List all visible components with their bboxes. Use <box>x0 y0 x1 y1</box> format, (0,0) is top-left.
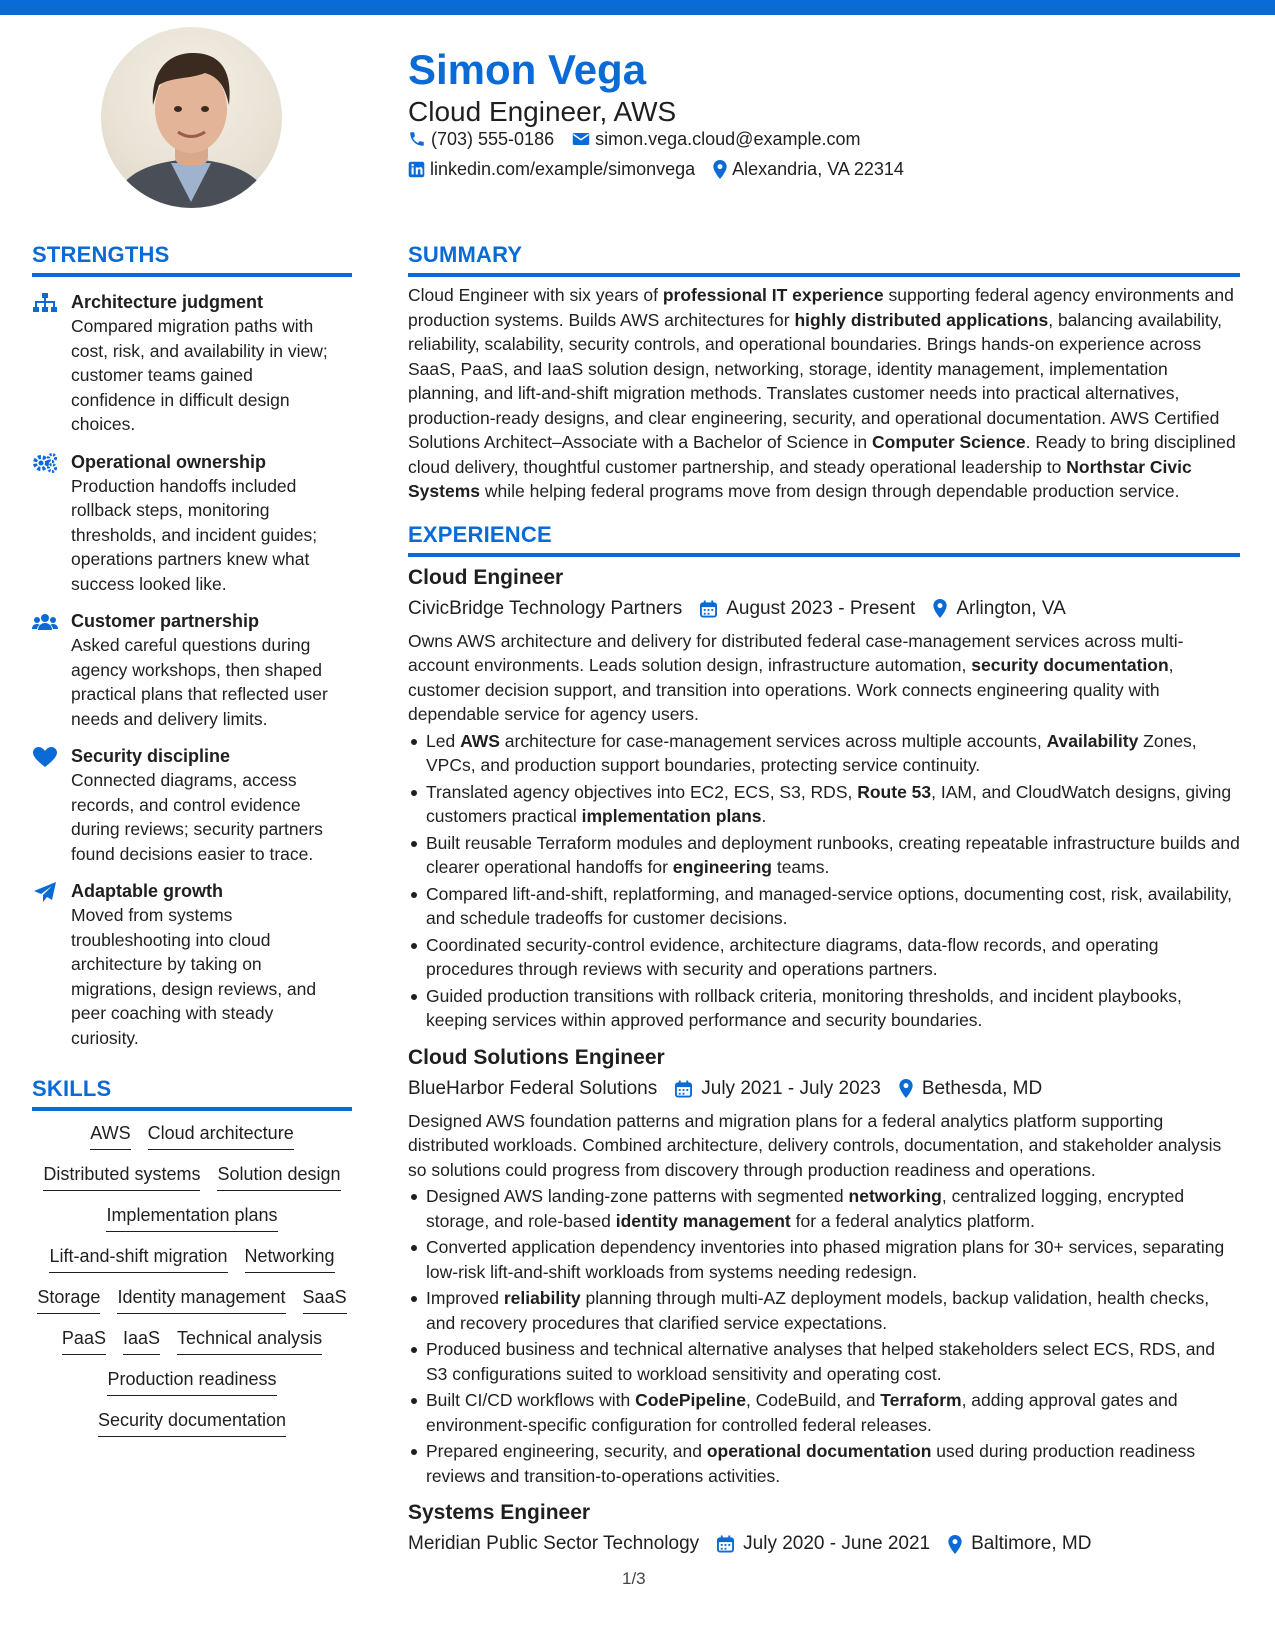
experience-rule <box>408 553 1240 557</box>
map-pin-icon <box>713 160 727 179</box>
calendar-icon <box>717 1535 734 1553</box>
job-meta <box>408 1075 1240 1103</box>
map-pin-icon <box>933 599 947 618</box>
linkedin-text: linkedin.com/example/simonvega <box>430 159 696 179</box>
strength-item <box>32 879 352 1050</box>
strength-title: Security discipline <box>71 746 231 766</box>
skill-tag: IaaS <box>123 1326 160 1355</box>
phone-icon <box>408 130 426 148</box>
job-company: CivicBridge Technology Partners <box>408 597 683 619</box>
strength-title: Architecture judgment <box>71 292 264 312</box>
strength-item <box>32 450 352 597</box>
job-entry <box>408 1043 1240 1489</box>
bullet-item: Produced business and technical alternative analyses that helped stakeholders select ECS, RDS, and S3 configurations suited to workload sensitivity and operating cost. <box>408 1337 1240 1386</box>
job-company: BlueHarbor Federal Solutions <box>408 1077 658 1099</box>
job-dates: August 2023 - Present <box>700 595 915 623</box>
skills-list <box>32 1121 352 1437</box>
right-column <box>408 240 1240 1558</box>
bullet-item: Designed AWS landing-zone patterns with segmented networking, centralized logging, encrypted storage, and role-based identity management for a federal analytics platform. <box>408 1184 1240 1233</box>
strength-desc: Production handoffs included rollback steps, monitoring thresholds, and incident guides; operations partners knew what success looked like. <box>71 475 318 594</box>
bullet-item: Translated agency objectives into EC2, ECS, S3, RDS, Route 53, IAM, and CloudWatch designs, giving customers practical implementation plans. <box>408 780 1240 829</box>
skill-tag: Cloud architecture <box>148 1121 294 1150</box>
skill-tag: SaaS <box>303 1285 347 1314</box>
bullet-item: Built CI/CD workflows with CodePipeline, CodeBuild, and Terraform, adding approval gates and environment-specific configuration for controlled federal releases. <box>408 1388 1240 1437</box>
strengths-heading: STRENGTHS <box>32 242 170 267</box>
skill-tag: Identity management <box>117 1285 285 1314</box>
strength-item <box>32 744 352 866</box>
envelope-icon <box>572 131 590 147</box>
map-pin-icon <box>948 1535 962 1554</box>
job-title: Cloud Engineer <box>408 565 564 589</box>
job-dates: July 2021 - July 2023 <box>675 1075 881 1103</box>
skills-rule <box>32 1107 352 1111</box>
bullet-item: Coordinated security-control evidence, architecture diagrams, data-flow records, and operating procedures through reviews with security and operations partners. <box>408 933 1240 982</box>
job-location: Baltimore, MD <box>948 1530 1091 1558</box>
job-description: Designed AWS foundation patterns and migration plans for a federal analytics platform supporting distributed workloads. Combined architecture, delivery controls, documentation, and stakeholder analysis so solutions could progress from discovery through production readiness and operations. <box>408 1110 1222 1180</box>
strength-title: Operational ownership <box>71 451 267 472</box>
bullet-item: Improved reliability planning through multi-AZ deployment models, backup validation, health checks, and recovery procedures that clarified service expectations. <box>408 1286 1240 1335</box>
job-meta <box>408 595 1240 623</box>
job-location: Bethesda, MD <box>899 1075 1042 1103</box>
top-accent-bar <box>0 0 1275 15</box>
sitemap-icon <box>32 292 58 314</box>
skill-tag: Lift-and-shift migration <box>49 1244 227 1273</box>
skill-tag: Technical analysis <box>177 1326 322 1355</box>
summary-text: Cloud Engineer with six years of professional IT experience supporting federal agency environments and production systems. Builds AWS architectures for highly distributed applications, balancing availability, reliability, scalability, security controls, and operational boundaries. Brings hands-on experience across SaaS, PaaS, and IaaS solution design, networking, storage, identity management, implementation planning, and lift-and-shift migration methods. Translates customer needs into practical alternatives, production-ready designs, and clear engineering, security, and operational documentation. AWS Certified Solutions Architect–Associate with a Bachelor of Science in Computer Science. Ready to bring disciplined cloud delivery, thoughtful customer partnership, and steady operational leadership to Northstar Civic Systems while helping federal programs move from design through dependable production service. <box>408 285 1236 501</box>
paper-plane-icon <box>32 881 58 903</box>
skill-tag: Solution design <box>217 1162 340 1191</box>
experience-heading: EXPERIENCE <box>408 521 552 547</box>
skill-tag: Networking <box>245 1244 335 1273</box>
job-bullets <box>408 729 1240 1033</box>
map-pin-icon <box>899 1079 913 1098</box>
location-text: Alexandria, VA 22314 <box>732 159 904 179</box>
location-contact <box>713 157 904 181</box>
page-number: 1/3 <box>622 1569 646 1588</box>
summary-rule <box>408 273 1240 277</box>
bullet-item: Guided production transitions with rollback criteria, monitoring thresholds, and incident playbooks, keeping services within approved performance and security boundaries. <box>408 984 1240 1033</box>
job-company: Meridian Public Sector Technology <box>408 1533 700 1554</box>
skills-heading: SKILLS <box>32 1076 112 1101</box>
job-dates: July 2020 - June 2021 <box>717 1530 930 1558</box>
profile-photo <box>101 27 282 208</box>
strength-item <box>32 290 352 437</box>
phone-text: (703) 555-0186 <box>431 129 555 149</box>
bullet-item: Prepared engineering, security, and operational documentation used during production readiness reviews and transition-to-operations activities. <box>408 1439 1240 1488</box>
job-location: Arlington, VA <box>933 595 1065 623</box>
strength-desc: Connected diagrams, access records, and control evidence during reviews; security partners found decisions easier to trace. <box>71 770 323 864</box>
calendar-icon <box>675 1080 692 1098</box>
email-contact[interactable] <box>572 127 860 151</box>
job-description: Owns AWS architecture and delivery for distributed federal case-management services across multi-account environments. Leads solution design, infrastructure automation, security documentation, customer decision support, and transition into operations. Work connects engineering quality with dependable service for agency users. <box>408 630 1184 724</box>
candidate-title: Cloud Engineer, AWS <box>408 96 677 127</box>
calendar-icon <box>700 600 717 618</box>
contact-row-1 <box>408 127 879 151</box>
job-entry <box>408 563 1240 1033</box>
linkedin-contact[interactable] <box>408 157 695 181</box>
linkedin-icon <box>408 161 425 178</box>
gears-icon <box>32 452 58 474</box>
strength-title: Adaptable growth <box>71 881 223 901</box>
contact-row-2 <box>408 157 922 181</box>
job-title: Systems Engineer <box>408 1501 591 1524</box>
candidate-name: Simon Vega <box>408 46 647 93</box>
bullet-item: Led AWS architecture for case-management services across multiple accounts, Availability Zones, VPCs, and production support boundaries, protecting service continuity. <box>408 729 1240 778</box>
skill-tag: PaaS <box>62 1326 106 1355</box>
email-text: simon.vega.cloud@example.com <box>595 129 861 149</box>
job-title: Cloud Solutions Engineer <box>408 1045 665 1069</box>
heart-icon <box>32 746 58 768</box>
skill-tag: Implementation plans <box>106 1203 277 1232</box>
bullet-item: Built reusable Terraform modules and deployment runbooks, creating repeatable infrastructure builds and clearer operational handoffs for engineering teams. <box>408 831 1240 880</box>
strength-title: Customer partnership <box>71 611 260 631</box>
phone-contact[interactable] <box>408 127 554 151</box>
bullet-item: Compared lift-and-shift, replatforming, and managed-service options, documenting cost, risk, availability, and schedule tradeoffs for customer decisions. <box>408 882 1240 931</box>
skill-tag: Distributed systems <box>43 1162 200 1191</box>
strength-desc: Compared migration paths with cost, risk, and availability in view; customer teams gained confidence in difficult design choices. <box>71 316 328 434</box>
bullet-item: Converted application dependency inventories into phased migration plans for 30+ services, separating low-risk lift-and-shift workloads from systems needing redesign. <box>408 1235 1240 1284</box>
strength-desc: Asked careful questions during agency workshops, then shaped practical plans that reflected user needs and delivery limits. <box>71 635 328 729</box>
job-meta <box>408 1530 1240 1558</box>
skill-tag: Storage <box>37 1285 100 1314</box>
strength-item <box>32 609 352 731</box>
skill-tag: AWS <box>90 1121 130 1150</box>
strength-desc: Moved from systems troubleshooting into cloud architecture by taking on migrations, design reviews, and peer coaching with steady curiosity. <box>71 905 317 1048</box>
job-bullets <box>408 1184 1240 1488</box>
skill-tag: Production readiness <box>107 1367 276 1396</box>
left-column <box>32 240 352 1437</box>
summary-heading: SUMMARY <box>408 242 523 267</box>
strengths-rule <box>32 273 352 277</box>
job-entry <box>408 1498 1240 1558</box>
skill-tag: Security documentation <box>98 1408 286 1437</box>
users-icon <box>32 611 58 633</box>
